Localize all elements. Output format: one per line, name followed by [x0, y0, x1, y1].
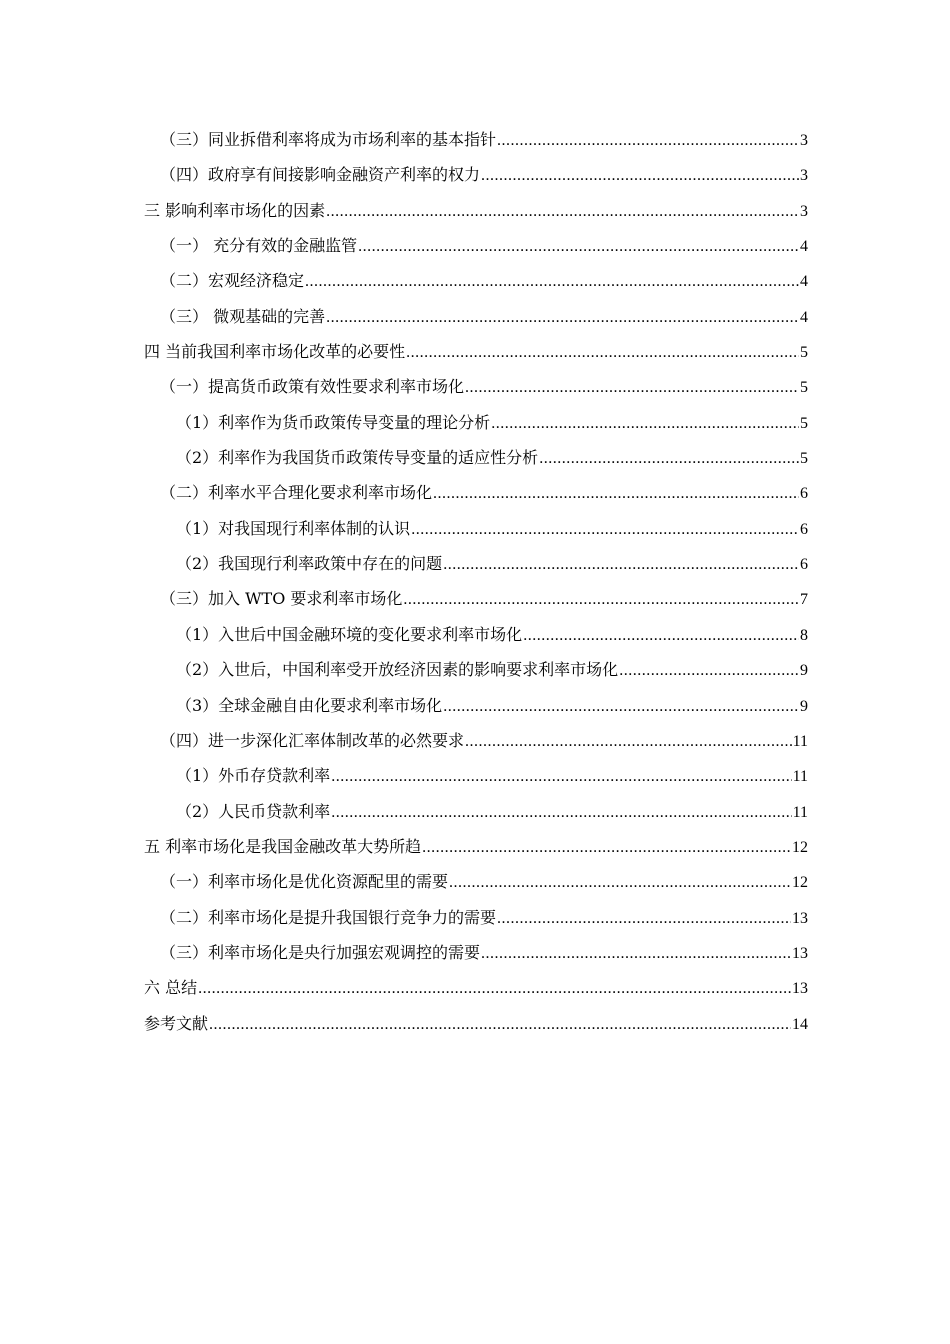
toc-entry-label: （二）利率水平合理化要求利率市场化	[160, 483, 433, 503]
toc-page-number: 11	[792, 732, 808, 750]
toc-dot-leader	[497, 123, 799, 158]
toc-entry-label: 五 利率市场化是我国金融改革大势所趋	[144, 836, 422, 856]
toc-entry[interactable]	[144, 758, 808, 793]
toc-entry[interactable]	[144, 157, 808, 192]
toc-entry-label: （3）全球金融自由化要求利率市场化	[176, 695, 443, 715]
toc-entry[interactable]	[144, 511, 808, 546]
toc-page-number: 6	[800, 520, 808, 538]
toc-entry-label: （一）利率市场化是优化资源配里的需要	[160, 872, 449, 892]
toc-dot-leader	[523, 618, 799, 653]
toc-entry[interactable]	[144, 440, 808, 475]
toc-entry[interactable]	[144, 405, 808, 440]
toc-page-number: 7	[800, 591, 808, 609]
toc-entry[interactable]	[144, 652, 808, 687]
toc-dot-leader	[198, 971, 791, 1006]
table-of-contents	[144, 122, 808, 1041]
toc-entry[interactable]	[144, 617, 808, 652]
toc-entry[interactable]	[144, 299, 808, 334]
toc-page-number: 12	[792, 874, 808, 892]
toc-dot-leader	[443, 689, 799, 724]
toc-dot-leader	[209, 1007, 791, 1042]
toc-dot-leader	[326, 300, 799, 335]
toc-page-number: 9	[800, 662, 808, 680]
toc-dot-leader	[433, 476, 799, 511]
toc-entry-label: （2）入世后，中国利率受开放经济因素的影响要求利率市场化	[176, 660, 619, 680]
toc-dot-leader	[331, 759, 791, 794]
toc-entry[interactable]	[144, 122, 808, 157]
toc-dot-leader	[358, 229, 799, 264]
toc-entry-label: （1）入世后中国金融环境的变化要求利率市场化	[176, 624, 523, 644]
toc-page-number: 3	[800, 132, 808, 149]
toc-page-number: 4	[800, 308, 808, 326]
toc-page-number: 9	[800, 697, 808, 715]
toc-entry[interactable]	[144, 864, 808, 899]
toc-entry-label: （三）利率市场化是央行加强宏观调控的需要	[160, 942, 481, 962]
toc-entry-label: （三） 微观基础的完善	[160, 306, 326, 326]
toc-entry-label: （一） 充分有效的金融监管	[160, 236, 358, 256]
toc-entry[interactable]	[144, 935, 808, 970]
toc-dot-leader	[443, 547, 799, 582]
toc-entry-label: 参考文献	[144, 1013, 209, 1033]
toc-entry[interactable]	[144, 369, 808, 404]
toc-page-number: 5	[800, 450, 808, 468]
toc-dot-leader	[331, 795, 791, 830]
toc-entry-label: （2）人民币贷款利率	[176, 801, 331, 821]
toc-page-number: 6	[800, 485, 808, 503]
toc-dot-leader	[326, 194, 799, 229]
toc-dot-leader	[481, 936, 791, 971]
toc-entry[interactable]	[144, 228, 808, 263]
toc-page-number: 3	[800, 202, 808, 220]
toc-entry-label: （1）外币存贷款利率	[176, 766, 331, 786]
toc-page-number: 12	[792, 838, 808, 856]
toc-dot-leader	[449, 865, 791, 900]
toc-entry[interactable]	[144, 688, 808, 723]
toc-entry[interactable]	[144, 193, 808, 228]
toc-entry[interactable]	[144, 794, 808, 829]
toc-entry-label: （2）利率作为我国货币政策传导变量的适应性分析	[176, 448, 539, 468]
toc-page-number: 4	[800, 273, 808, 291]
toc-page-number: 13	[792, 944, 808, 962]
toc-entry[interactable]	[144, 900, 808, 935]
toc-entry[interactable]	[144, 546, 808, 581]
toc-entry-label: （1）对我国现行利率体制的认识	[176, 518, 411, 538]
toc-dot-leader	[497, 901, 791, 936]
toc-page-number: 13	[792, 909, 808, 927]
toc-entry[interactable]	[144, 1006, 808, 1041]
toc-dot-leader	[406, 335, 799, 370]
toc-dot-leader	[481, 158, 799, 193]
toc-dot-leader	[465, 724, 792, 759]
toc-entry-label: 六 总结	[144, 978, 198, 998]
toc-dot-leader	[403, 582, 799, 617]
toc-entry-label: （二）宏观经济稳定	[160, 271, 305, 291]
toc-dot-leader	[491, 406, 799, 441]
toc-entry-label: （一）提高货币政策有效性要求利率市场化	[160, 377, 465, 397]
toc-dot-leader	[411, 512, 799, 547]
toc-page-number: 5	[800, 344, 808, 362]
toc-page-number: 8	[800, 626, 808, 644]
toc-page-number: 5	[800, 414, 808, 432]
toc-dot-leader	[539, 441, 799, 476]
toc-entry-label: 四 当前我国利率市场化改革的必要性	[144, 342, 406, 362]
toc-entry[interactable]	[144, 970, 808, 1005]
toc-page-number: 13	[792, 980, 808, 998]
toc-entry[interactable]	[144, 581, 808, 616]
toc-entry[interactable]	[144, 475, 808, 510]
toc-dot-leader	[305, 264, 799, 299]
toc-entry[interactable]	[144, 829, 808, 864]
toc-entry[interactable]	[144, 263, 808, 298]
toc-entry-label: （二）利率市场化是提升我国银行竞争力的需要	[160, 907, 497, 927]
toc-page-number: 11	[792, 768, 808, 786]
toc-entry[interactable]	[144, 723, 808, 758]
toc-entry-label: 三 影响利率市场化的因素	[144, 200, 326, 220]
toc-dot-leader	[422, 830, 791, 865]
toc-entry-label: （四）政府享有间接影响金融资产利率的权力	[160, 165, 481, 185]
toc-entry-label: （三）加入 WTO 要求利率市场化	[160, 589, 403, 609]
toc-entry-label: （1）利率作为货币政策传导变量的理论分析	[176, 412, 491, 432]
toc-page-number: 11	[792, 803, 808, 821]
toc-page-number: 4	[800, 238, 808, 256]
toc-dot-leader	[465, 370, 799, 405]
toc-dot-leader	[619, 653, 799, 688]
toc-entry-label: （三）同业拆借利率将成为市场利率的基本指针	[160, 130, 497, 149]
toc-entry[interactable]	[144, 334, 808, 369]
toc-page-number: 5	[800, 379, 808, 397]
toc-page-number: 6	[800, 556, 808, 574]
toc-entry-label: （四）进一步深化汇率体制改革的必然要求	[160, 730, 465, 750]
toc-page-number: 14	[792, 1015, 808, 1033]
toc-entry-label: （2）我国现行利率政策中存在的问题	[176, 554, 443, 574]
toc-page-number: 3	[800, 167, 808, 185]
